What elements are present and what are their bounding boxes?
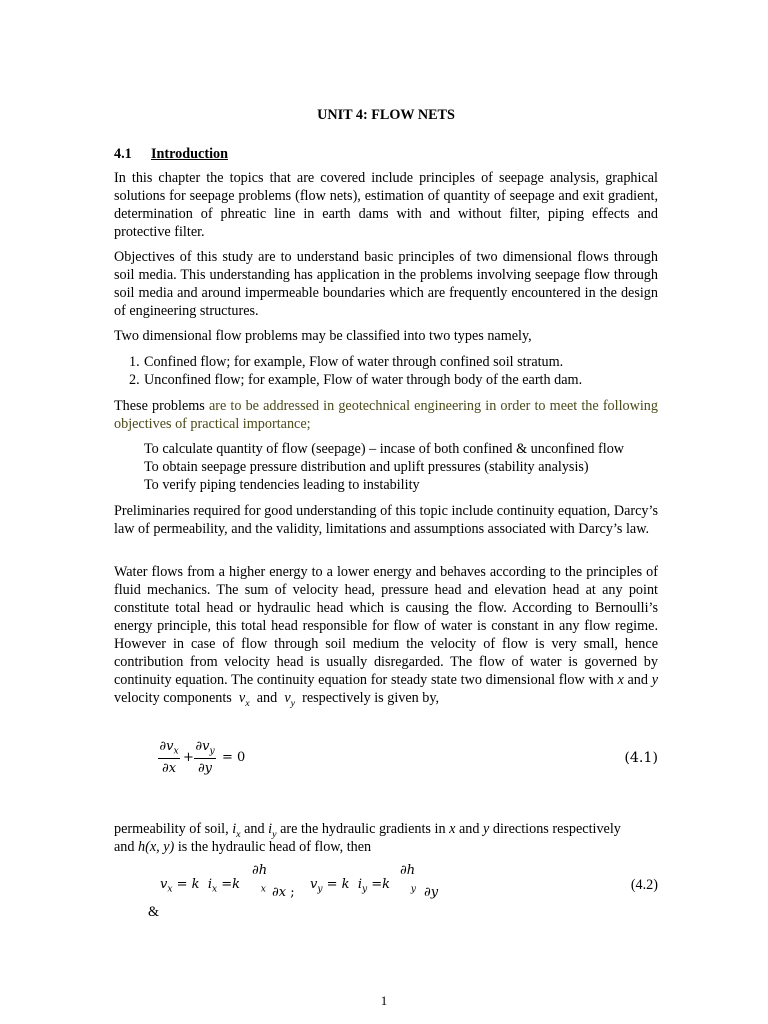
page-number: 1: [380, 993, 388, 1008]
list-item: To verify piping tendencies leading to instability: [144, 477, 420, 493]
paragraph-classification: Two dimensional flow problems may be classified into two types namely,: [114, 328, 532, 344]
paragraph-water-flow: Water flows from a higher energy to a lower energy and behaves according to the principles of fluid mechanics. The sum of velocity head, pressure head and elevation head at any point constitute total head or hydraulic head which is causing the flow. According to Bernoulli’s energy principle, this total head responsible for flow of water is constant in any flow regime. However in case of flow through soil medium the velocity of flow is very small, hence contribution from velocity head is usually disregarded. The flow of water is governed by continuity equation. The continuity equation for steady state two dimensional flow with x and y velocity components $v_x$ and $v_y$ respectively is given by,: [114, 564, 659, 709]
section-title: Introduction: [151, 146, 228, 162]
paragraph-permeability: permeability of soil, $i_x$ and $i_y$ are the hydraulic gradients in x and y directions respectively and h(x, y) is the hydraulic head of flow, then: [114, 821, 621, 855]
equation-4-2: $v_x = k$ $i_x =k$ $_x$ ∂h ∂x ; $v_y = k$ $i_y =k$ $_y$ ∂h ∂y (4.2): [160, 863, 658, 900]
paragraph-intro: In this chapter the topics that are covered include principles of seepage analysis, graphical solutions for seepage problems (flow nets), estimation of quantity of seepage and exit gradient, determination of phreatic line in earth dams with and without filter, piping effects and protective filter.: [114, 170, 658, 240]
section-heading: [114, 145, 228, 163]
equation-4-1: $\partial v_x$ ∂x + $\partial v_y$ ∂y = 0 (4.1): [159, 739, 658, 776]
page-title: UNIT 4: FLOW NETS: [317, 107, 455, 123]
equation-number: (4.2): [630, 877, 658, 893]
paragraph-objectives: Objectives of this study are to understand basic principles of two dimensional flows through soil media. This understanding has application in the problems involving seepage flow through soil media and around impermeable boundaries which are frequently encountered in the design of engineering structures.: [114, 249, 658, 319]
flow-types-list: [114, 353, 582, 389]
highlighted-text: are to be addressed in geotechnical engineering in order to meet the following objectives of practical importance;: [114, 398, 658, 432]
list-item: To calculate quantity of flow (seepage) – incase of both confined & unconfined flow: [144, 441, 625, 457]
objectives-list: [144, 440, 624, 494]
section-number: 4.1: [114, 146, 132, 162]
ampersand: &: [148, 904, 160, 920]
list-item: 1. Confined flow; for example, Flow of water through confined soil stratum.: [129, 354, 564, 370]
equation-number: (4.1): [624, 750, 658, 766]
list-item: To obtain seepage pressure distribution and uplift pressures (stability analysis): [144, 459, 589, 475]
list-item: 2. Unconfined flow; for example, Flow of water through body of the earth dam.: [129, 372, 583, 388]
paragraph-problems: These problems are to be addressed in geotechnical engineering in order to meet the following objectives of practical importance;: [114, 398, 658, 432]
paragraph-preliminaries: Preliminaries required for good understanding of this topic include continuity equation, Darcy’s law of permeability, and the validity, limitations and assumptions associated with Darcy’s law.: [114, 503, 658, 537]
